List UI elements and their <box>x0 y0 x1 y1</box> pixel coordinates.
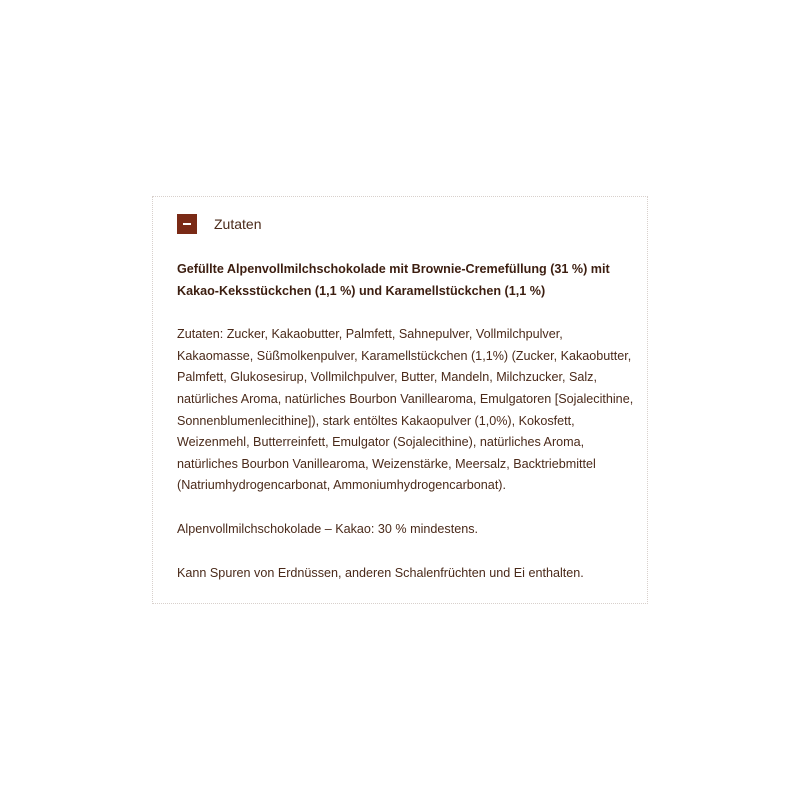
ingredients-panel <box>152 196 648 604</box>
ingredients-list: Zutaten: Zucker, Kakaobutter, Palmfett, Sahnepulver, Vollmilchpulver, Kakaomasse, Süßmolkenpulver, Karamellstückchen (1,1%) (Zucker, Kakaobutter, Palmfett, Glukosesirup, Vollmilchpulver, Butter, Mandeln, Milchzucker, Salz, natürliches Aroma, natürliches Bourbon Vanillearoma, Emulgatoren [Sojalecithine, Sonnenblumenlecithine]), stark entöltes Kakaopulver (1,0%), Kokosfett, Weizenmehl, Butterreinfett, Emulgator (Sojalecithine), natürliches Aroma, natürliches Bourbon Vanillearoma, Weizenstärke, Meersalz, Backtriebmittel (Natriumhydrogencarbonat, Ammoniumhydrogencarbonat). <box>177 327 634 493</box>
collapse-toggle-button[interactable] <box>177 214 197 234</box>
section-title: Zutaten <box>214 216 262 232</box>
minus-icon <box>183 223 191 225</box>
product-description: Gefüllte Alpenvollmilchschokolade mit Brownie-Cremefüllung (31 %) mit Kakao-Keksstückchen (1,1 %) und Karamellstückchen (1,1 %) <box>177 262 610 298</box>
accordion-header[interactable] <box>177 214 261 234</box>
accordion-content <box>177 259 637 606</box>
cocoa-content-note: Alpenvollmilchschokolade – Kakao: 30 % mindestens. <box>177 521 479 536</box>
allergen-note: Kann Spuren von Erdnüssen, anderen Schalenfrüchten und Ei enthalten. <box>177 565 584 580</box>
